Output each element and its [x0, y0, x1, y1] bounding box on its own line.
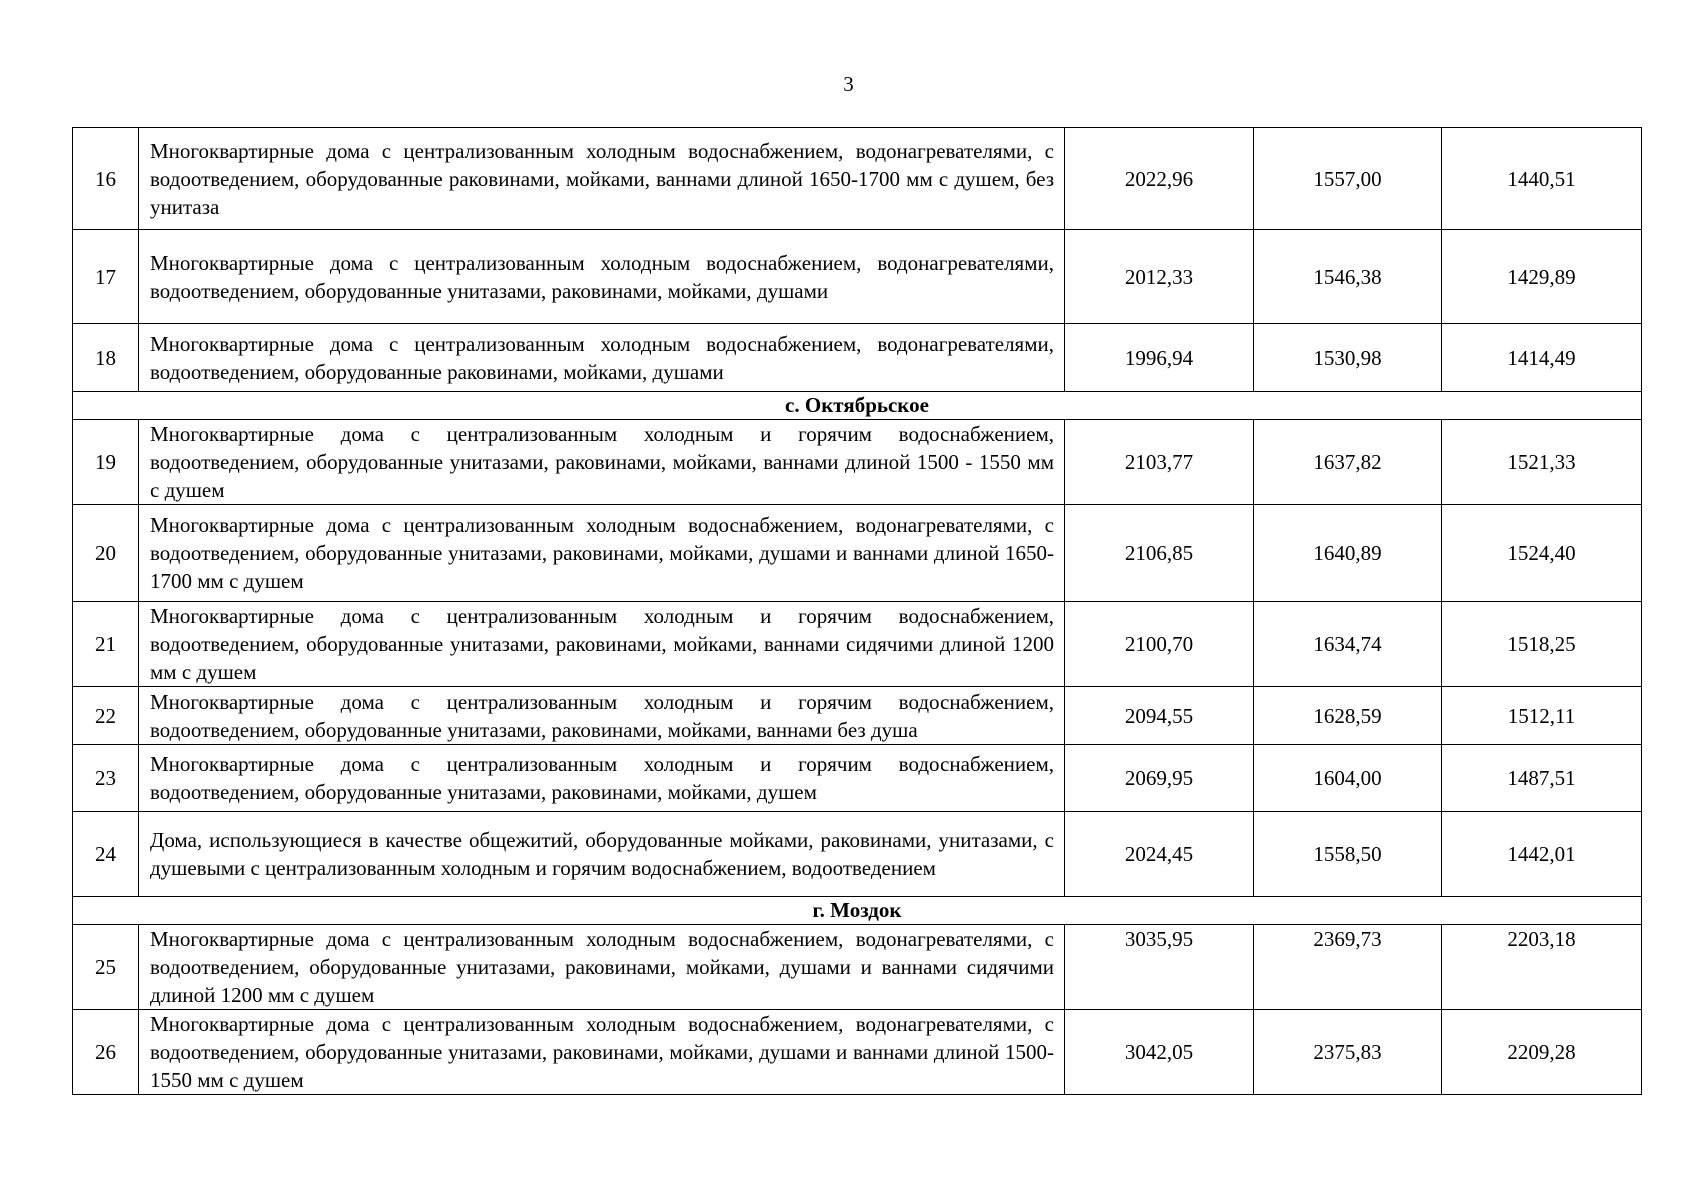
- row-number: 16: [73, 128, 139, 230]
- row-number: 20: [73, 505, 139, 602]
- table-row: [73, 925, 1642, 1010]
- row-value-2: 1628,59: [1254, 687, 1442, 745]
- section-row: [73, 392, 1642, 420]
- page-number: 3: [843, 72, 854, 96]
- row-value-3: 1512,11: [1442, 687, 1642, 745]
- row-value-2: 2375,83: [1254, 1010, 1442, 1095]
- row-number: 18: [73, 324, 139, 392]
- row-number: 25: [73, 925, 139, 1010]
- section-title: г. Моздок: [73, 897, 1642, 925]
- table-row: [73, 602, 1642, 687]
- row-description: Многоквартирные дома с централизованным холодным водоснабжением, водонагревателями, водоотведением, оборудованные унитазами, раковинами, мойками, душами: [139, 230, 1065, 324]
- row-value-2: 1530,98: [1254, 324, 1442, 392]
- row-value-1: 2024,45: [1065, 812, 1254, 897]
- row-value-1: 2103,77: [1065, 420, 1254, 505]
- row-value-1: 1996,94: [1065, 324, 1254, 392]
- row-value-2: 1557,00: [1254, 128, 1442, 230]
- table-row: [73, 230, 1642, 324]
- row-value-1: 2069,95: [1065, 745, 1254, 812]
- row-value-1: 3042,05: [1065, 1010, 1254, 1095]
- row-number: 24: [73, 812, 139, 897]
- row-description: Дома, использующиеся в качестве общежитий, оборудованные мойками, раковинами, унитазами, с душевыми с централизованным холодным и горячим водоснабжением, водоотведением: [139, 812, 1065, 897]
- row-value-3: 1524,40: [1442, 505, 1642, 602]
- row-value-2: 1637,82: [1254, 420, 1442, 505]
- row-value-3: 1487,51: [1442, 745, 1642, 812]
- table-row: [73, 1010, 1642, 1095]
- section-row: [73, 897, 1642, 925]
- row-description: Многоквартирные дома с централизованным холодным водоснабжением, водонагревателями, с водоотведением, оборудованные унитазами, раковинами, мойками, душами и ваннами длиной 1500-1550 мм с душем: [139, 1010, 1065, 1095]
- row-value-3: 1521,33: [1442, 420, 1642, 505]
- row-number: 23: [73, 745, 139, 812]
- table-row: [73, 505, 1642, 602]
- row-value-2: 1634,74: [1254, 602, 1442, 687]
- row-value-1: 2022,96: [1065, 128, 1254, 230]
- row-value-2: 1604,00: [1254, 745, 1442, 812]
- row-value-1: 2012,33: [1065, 230, 1254, 324]
- row-value-3: 1414,49: [1442, 324, 1642, 392]
- row-number: 19: [73, 420, 139, 505]
- row-description: Многоквартирные дома с централизованным холодным водоснабжением, водонагревателями, с водоотведением, оборудованные унитазами, раковинами, мойками, душами и ваннами длиной 1650-1700 мм с душем: [139, 505, 1065, 602]
- row-value-3: 1440,51: [1442, 128, 1642, 230]
- row-number: 21: [73, 602, 139, 687]
- row-value-3: 1429,89: [1442, 230, 1642, 324]
- row-description: Многоквартирные дома с централизованным холодным и горячим водоснабжением, водоотведением, оборудованные унитазами, раковинами, мойками, душем: [139, 745, 1065, 812]
- row-value-3: 2203,18: [1442, 925, 1642, 1010]
- section-title: с. Октябрьское: [73, 392, 1642, 420]
- table-row: [73, 420, 1642, 505]
- row-value-3: 1518,25: [1442, 602, 1642, 687]
- row-description: Многоквартирные дома с централизованным холодным и горячим водоснабжением, водоотведением, оборудованные унитазами, раковинами, мойками, ваннами сидячими длиной 1200 мм с душем: [139, 602, 1065, 687]
- row-value-1: 2100,70: [1065, 602, 1254, 687]
- table-row: [73, 324, 1642, 392]
- row-value-1: 2106,85: [1065, 505, 1254, 602]
- table-row: [73, 128, 1642, 230]
- row-value-1: 3035,95: [1065, 925, 1254, 1010]
- row-value-2: 2369,73: [1254, 925, 1442, 1010]
- row-description: Многоквартирные дома с централизованным холодным водоснабжением, водонагревателями, водоотведением, оборудованные раковинами, мойками, душами: [139, 324, 1065, 392]
- row-description: Многоквартирные дома с централизованным холодным и горячим водоснабжением, водоотведением, оборудованные унитазами, раковинами, мойками, ваннами без душа: [139, 687, 1065, 745]
- row-value-2: 1640,89: [1254, 505, 1442, 602]
- tariff-table: [72, 127, 1642, 1095]
- row-value-1: 2094,55: [1065, 687, 1254, 745]
- row-description: Многоквартирные дома с централизованным холодным водоснабжением, водонагревателями, с водоотведением, оборудованные раковинами, мойками, ваннами длиной 1650-1700 мм с душем, без унитаза: [139, 128, 1065, 230]
- table-row: [73, 687, 1642, 745]
- row-number: 26: [73, 1010, 139, 1095]
- row-value-2: 1546,38: [1254, 230, 1442, 324]
- row-description: Многоквартирные дома с централизованным холодным и горячим водоснабжением, водоотведением, оборудованные унитазами, раковинами, мойками, ваннами длиной 1500 - 1550 мм с душем: [139, 420, 1065, 505]
- table-row: [73, 812, 1642, 897]
- row-number: 22: [73, 687, 139, 745]
- row-number: 17: [73, 230, 139, 324]
- table-row: [73, 745, 1642, 812]
- row-value-2: 1558,50: [1254, 812, 1442, 897]
- row-description: Многоквартирные дома с централизованным холодным водоснабжением, водонагревателями, с водоотведением, оборудованные унитазами, раковинами, мойками, душами и ваннами сидячими длиной 1200 мм с душем: [139, 925, 1065, 1010]
- row-value-3: 1442,01: [1442, 812, 1642, 897]
- row-value-3: 2209,28: [1442, 1010, 1642, 1095]
